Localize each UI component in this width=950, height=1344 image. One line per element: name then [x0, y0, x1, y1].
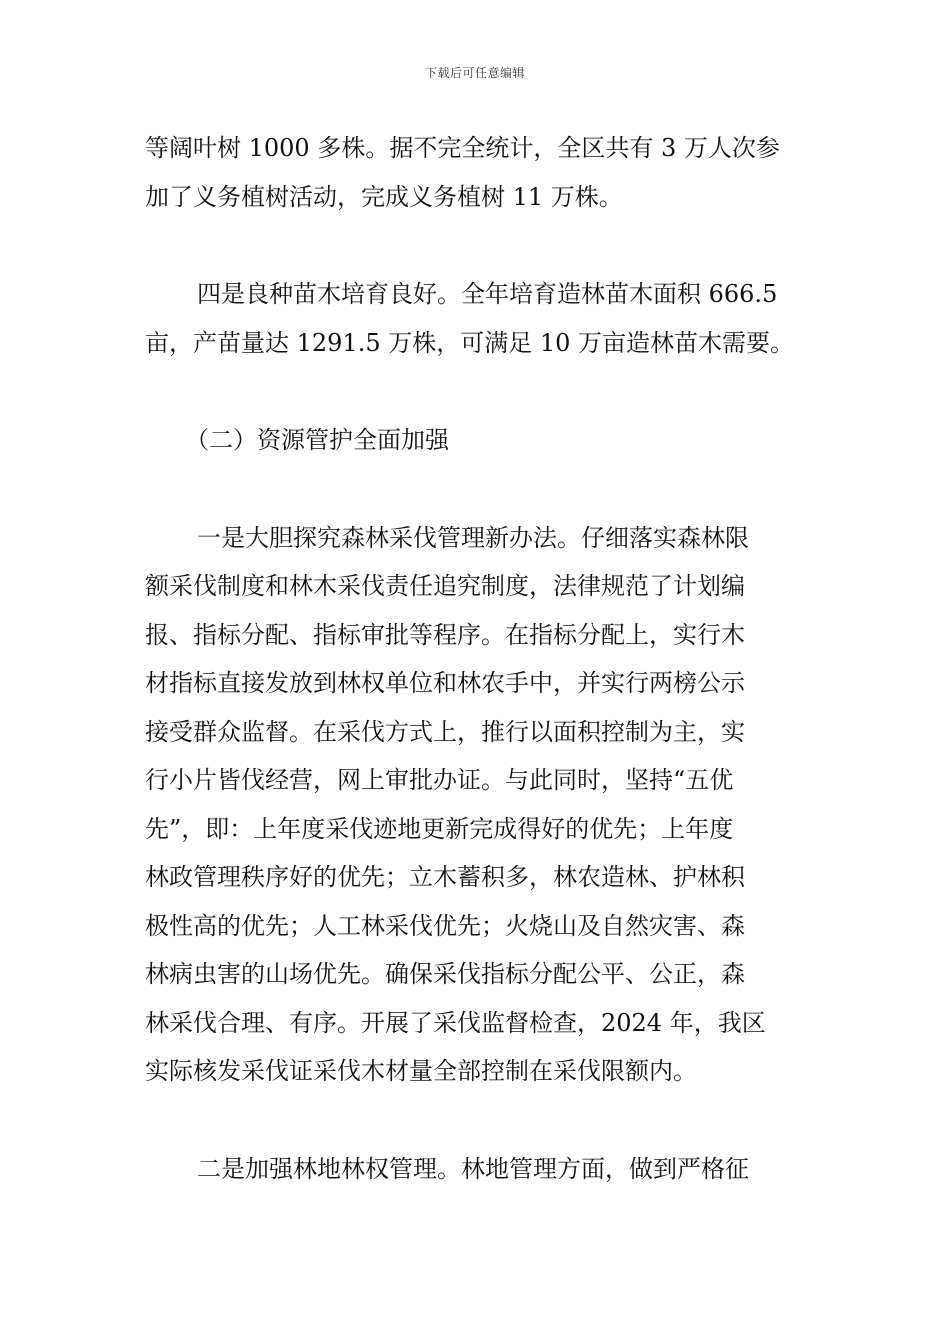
text-line: 接受群众监督。在采伐方式上，推行以面积控制为主，实 — [145, 717, 745, 746]
document-body — [145, 124, 810, 1242]
text-line: 一是大胆探究森林采伐管理新办法。仔细落实森林限 — [197, 523, 749, 552]
section-heading-resource-protection — [145, 416, 810, 465]
section-heading-text: （二）资源管护全面加强 — [185, 426, 449, 454]
text-line: 林采伐合理、有序。开展了采伐监督检查，2024 年，我区 — [145, 1008, 766, 1037]
text-line: 四是良种苗木培育良好。全年培育造林苗木面积 666.5 — [197, 280, 778, 308]
text-line: 报、指标分配、指标审批等程序。在指标分配上，实行木 — [145, 620, 745, 649]
paragraph-seedling-cultivation — [145, 270, 810, 367]
text-line: 林政管理秩序好的优先；立木蓄积多，林农造林、护林积 — [145, 863, 745, 891]
text-line: 加了义务植树活动，完成义务植树 11 万株。 — [145, 182, 623, 211]
text-line: 亩，产苗量达 1291.5 万株，可满足 10 万亩造林苗木需要。 — [145, 328, 795, 357]
text-line: 二是加强林地林权管理。林地管理方面，做到严格征 — [197, 1154, 749, 1183]
text-line: 林病虫害的山场优先。确保采伐指标分配公平、公正，森 — [145, 960, 745, 988]
text-line: 额采伐制度和林木采伐责任追究制度，法律规范了计划编 — [145, 572, 745, 600]
text-line: 极性高的优先；人工林采伐优先；火烧山及自然灾害、森 — [145, 911, 745, 940]
paragraph-tree-planting-summary — [145, 124, 810, 221]
text-line: 行小片皆伐经营，网上审批办证。与此同时，坚持“五优 — [145, 766, 734, 794]
page-header: 下载后可任意编辑 — [424, 66, 525, 80]
text-line: 等阔叶树 1000 多株。据不完全统计，全区共有 3 万人次参 — [145, 134, 780, 162]
text-line: 先”，即：上年度采伐迹地更新完成得好的优先；上年度 — [145, 814, 734, 843]
text-line: 材指标直接发放到林权单位和林农手中，并实行两榜公示 — [145, 669, 745, 697]
paragraph-forest-land-management — [145, 1145, 810, 1194]
paragraph-logging-management — [145, 514, 810, 1096]
text-line: 实际核发采伐证采伐木材量全部控制在采伐限额内。 — [145, 1057, 697, 1085]
